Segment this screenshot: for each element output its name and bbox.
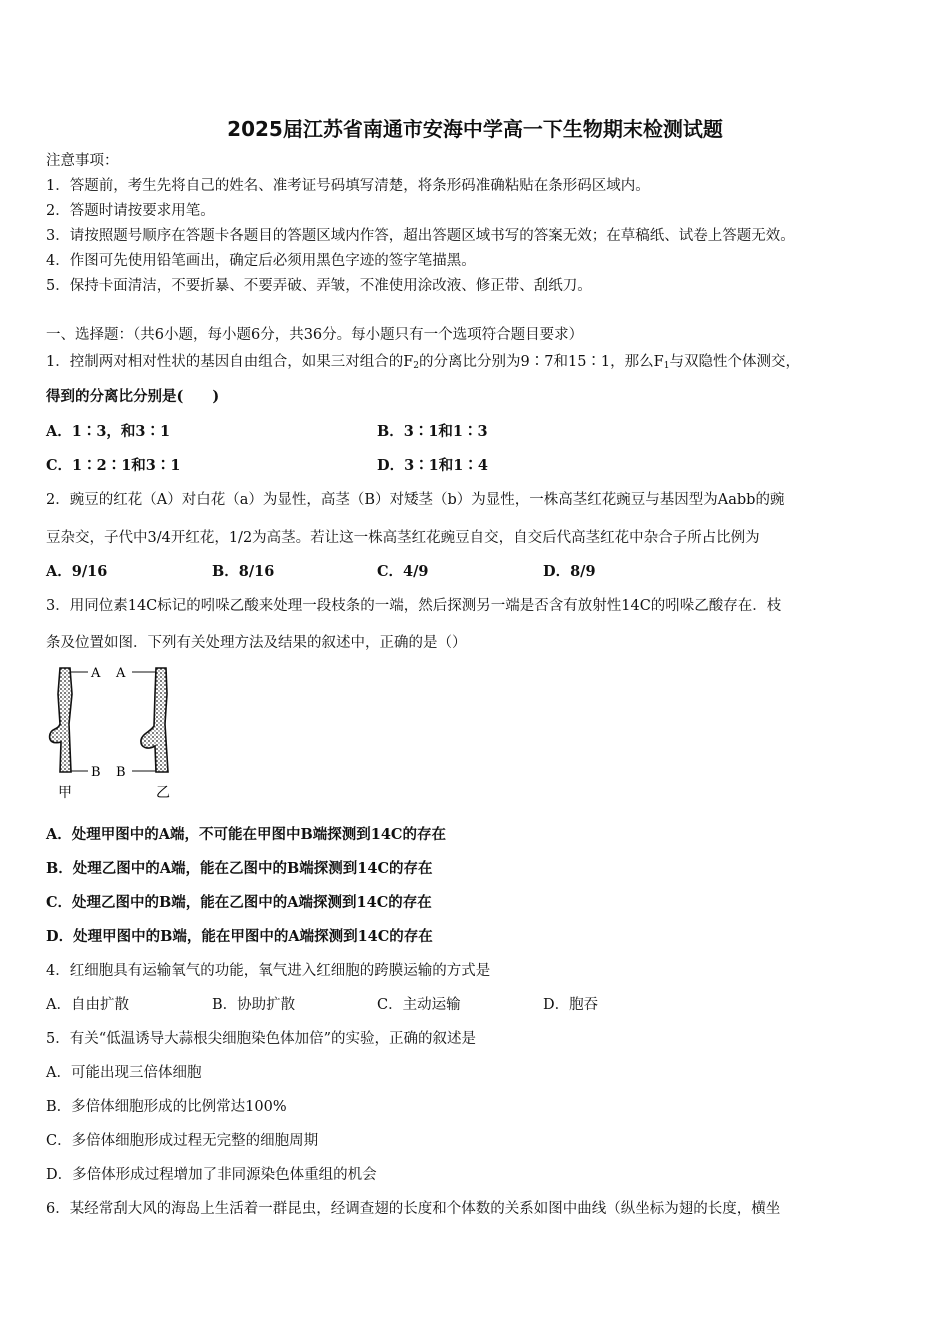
notice-heading: 注意事项： <box>46 153 119 169</box>
branch-yi <box>132 668 168 772</box>
q1-sub-2: 1 <box>663 361 670 371</box>
page-title: 2025届江苏省南通市安海中学高一下生物期末检测试题 <box>227 117 723 141</box>
q1-option-b: B．3∶1和1∶3 <box>377 423 488 440</box>
label-a-yi: A <box>116 666 126 681</box>
q4-option-a: A．自由扩散 <box>46 997 129 1013</box>
label-b-yi: B <box>116 765 126 780</box>
q2-option-a: A．9/16 <box>46 563 108 580</box>
q5-option-a: A．可能出现三倍体细胞 <box>46 1065 202 1081</box>
q2-option-b: B．8/16 <box>212 563 275 580</box>
q5-option-d: D．多倍体形成过程增加了非同源染色体重组的机会 <box>46 1167 377 1183</box>
question-5-stem: 5．有关“低温诱导大蒜根尖细胞染色体加倍”的实验，正确的叙述是 <box>46 1031 477 1047</box>
question-1-stem-line1 <box>46 352 800 376</box>
branch-figure <box>44 664 194 802</box>
branch-jia <box>50 668 88 772</box>
q1-text-c: 与双隐性个体测交， <box>669 354 800 370</box>
q1-sub-1: 2 <box>413 361 420 371</box>
q5-option-c: C．多倍体细胞形成过程无完整的细胞周期 <box>46 1133 319 1149</box>
q2-option-c: C．4/9 <box>377 563 429 580</box>
q1-option-c: C．1∶2∶1和3∶1 <box>46 457 181 474</box>
question-6-stem: 6．某经常刮大风的海岛上生活着一群昆虫，经调查翅的长度和个体数的关系如图中曲线（纵坐标为翅的长度，横坐 <box>46 1201 781 1217</box>
q4-option-d: D．胞吞 <box>543 997 599 1013</box>
label-a-jia: A <box>91 666 101 681</box>
question-4-stem: 4．红细胞具有运输氧气的功能，氧气进入红细胞的跨膜运输的方式是 <box>46 963 491 979</box>
notice-item-5: 5．保持卡面清洁，不要折暴、不要弄破、弄皱，不准使用涂改液、修正带、刮纸刀。 <box>46 278 592 294</box>
label-b-jia: B <box>91 765 101 780</box>
branch-diagram <box>44 664 194 802</box>
notice-item-1: 1．答题前，考生先将自己的姓名、准考证号码填写清楚，将条形码准确粘贴在条形码区域内。 <box>46 178 650 194</box>
q1-option-d: D．3∶1和1∶4 <box>377 457 488 474</box>
section-heading: 一、选择题：（共6小题，每小题6分，共36分。每小题只有一个选项符合题目要求） <box>46 327 584 343</box>
question-1-stem-line2: 得到的分离比分别是( ) <box>46 388 220 405</box>
q1-text-b: 的分离比分别为9∶7和15∶1，那么F <box>419 354 664 370</box>
notice-item-2: 2．答题时请按要求用笔。 <box>46 203 215 219</box>
q4-option-b: B．协助扩散 <box>212 997 296 1013</box>
q3-option-b: B．处理乙图中的A端，能在乙图中的B端探测到14C的存在 <box>46 860 433 877</box>
q1-option-a: A．1∶3，和3∶1 <box>46 423 171 440</box>
question-3-stem-line1: 3．用同位素14C标记的吲哚乙酸来处理一段枝条的一端，然后探测另一端是否含有放射性14C的吲哚乙酸存在．枝 <box>46 598 782 614</box>
q3-option-c: C．处理乙图中的B端，能在乙图中的A端探测到14C的存在 <box>46 894 432 911</box>
q2-option-d: D．8/9 <box>543 563 596 580</box>
q3-option-d: D．处理甲图中的B端，能在甲图中的A端探测到14C的存在 <box>46 928 433 945</box>
notice-item-4: 4．作图可先使用铅笔画出，确定后必须用黑色字迹的签字笔描黑。 <box>46 253 476 269</box>
q5-option-b: B．多倍体细胞形成的比例常达100% <box>46 1099 287 1115</box>
question-2-stem-line1: 2．豌豆的红花（A）对白花（a）为显性，高茎（B）对矮茎（b）为显性，一株高茎红花豌豆与基因型为Aabb的豌 <box>46 492 785 508</box>
q3-option-a: A．处理甲图中的A端，不可能在甲图中B端探测到14C的存在 <box>46 826 446 843</box>
question-3-stem-line2: 条及位置如图．下列有关处理方法及结果的叙述中，正确的是（） <box>46 635 467 651</box>
caption-yi: 乙 <box>156 785 170 801</box>
q4-option-c: C．主动运输 <box>377 997 461 1013</box>
question-2-stem-line2: 豆杂交，子代中3/4开红花，1/2为高茎。若让这一株高茎红花豌豆自交，自交后代高茎红花中杂合子所占比例为 <box>46 530 760 546</box>
caption-jia: 甲 <box>58 785 72 801</box>
q1-text-a: 1．控制两对相对性状的基因自由组合，如果三对组合的F <box>46 354 414 370</box>
notice-item-3: 3．请按照题号顺序在答题卡各题目的答题区域内作答，超出答题区域书写的答案无效；在草稿纸、试卷上答题无效。 <box>46 228 795 244</box>
